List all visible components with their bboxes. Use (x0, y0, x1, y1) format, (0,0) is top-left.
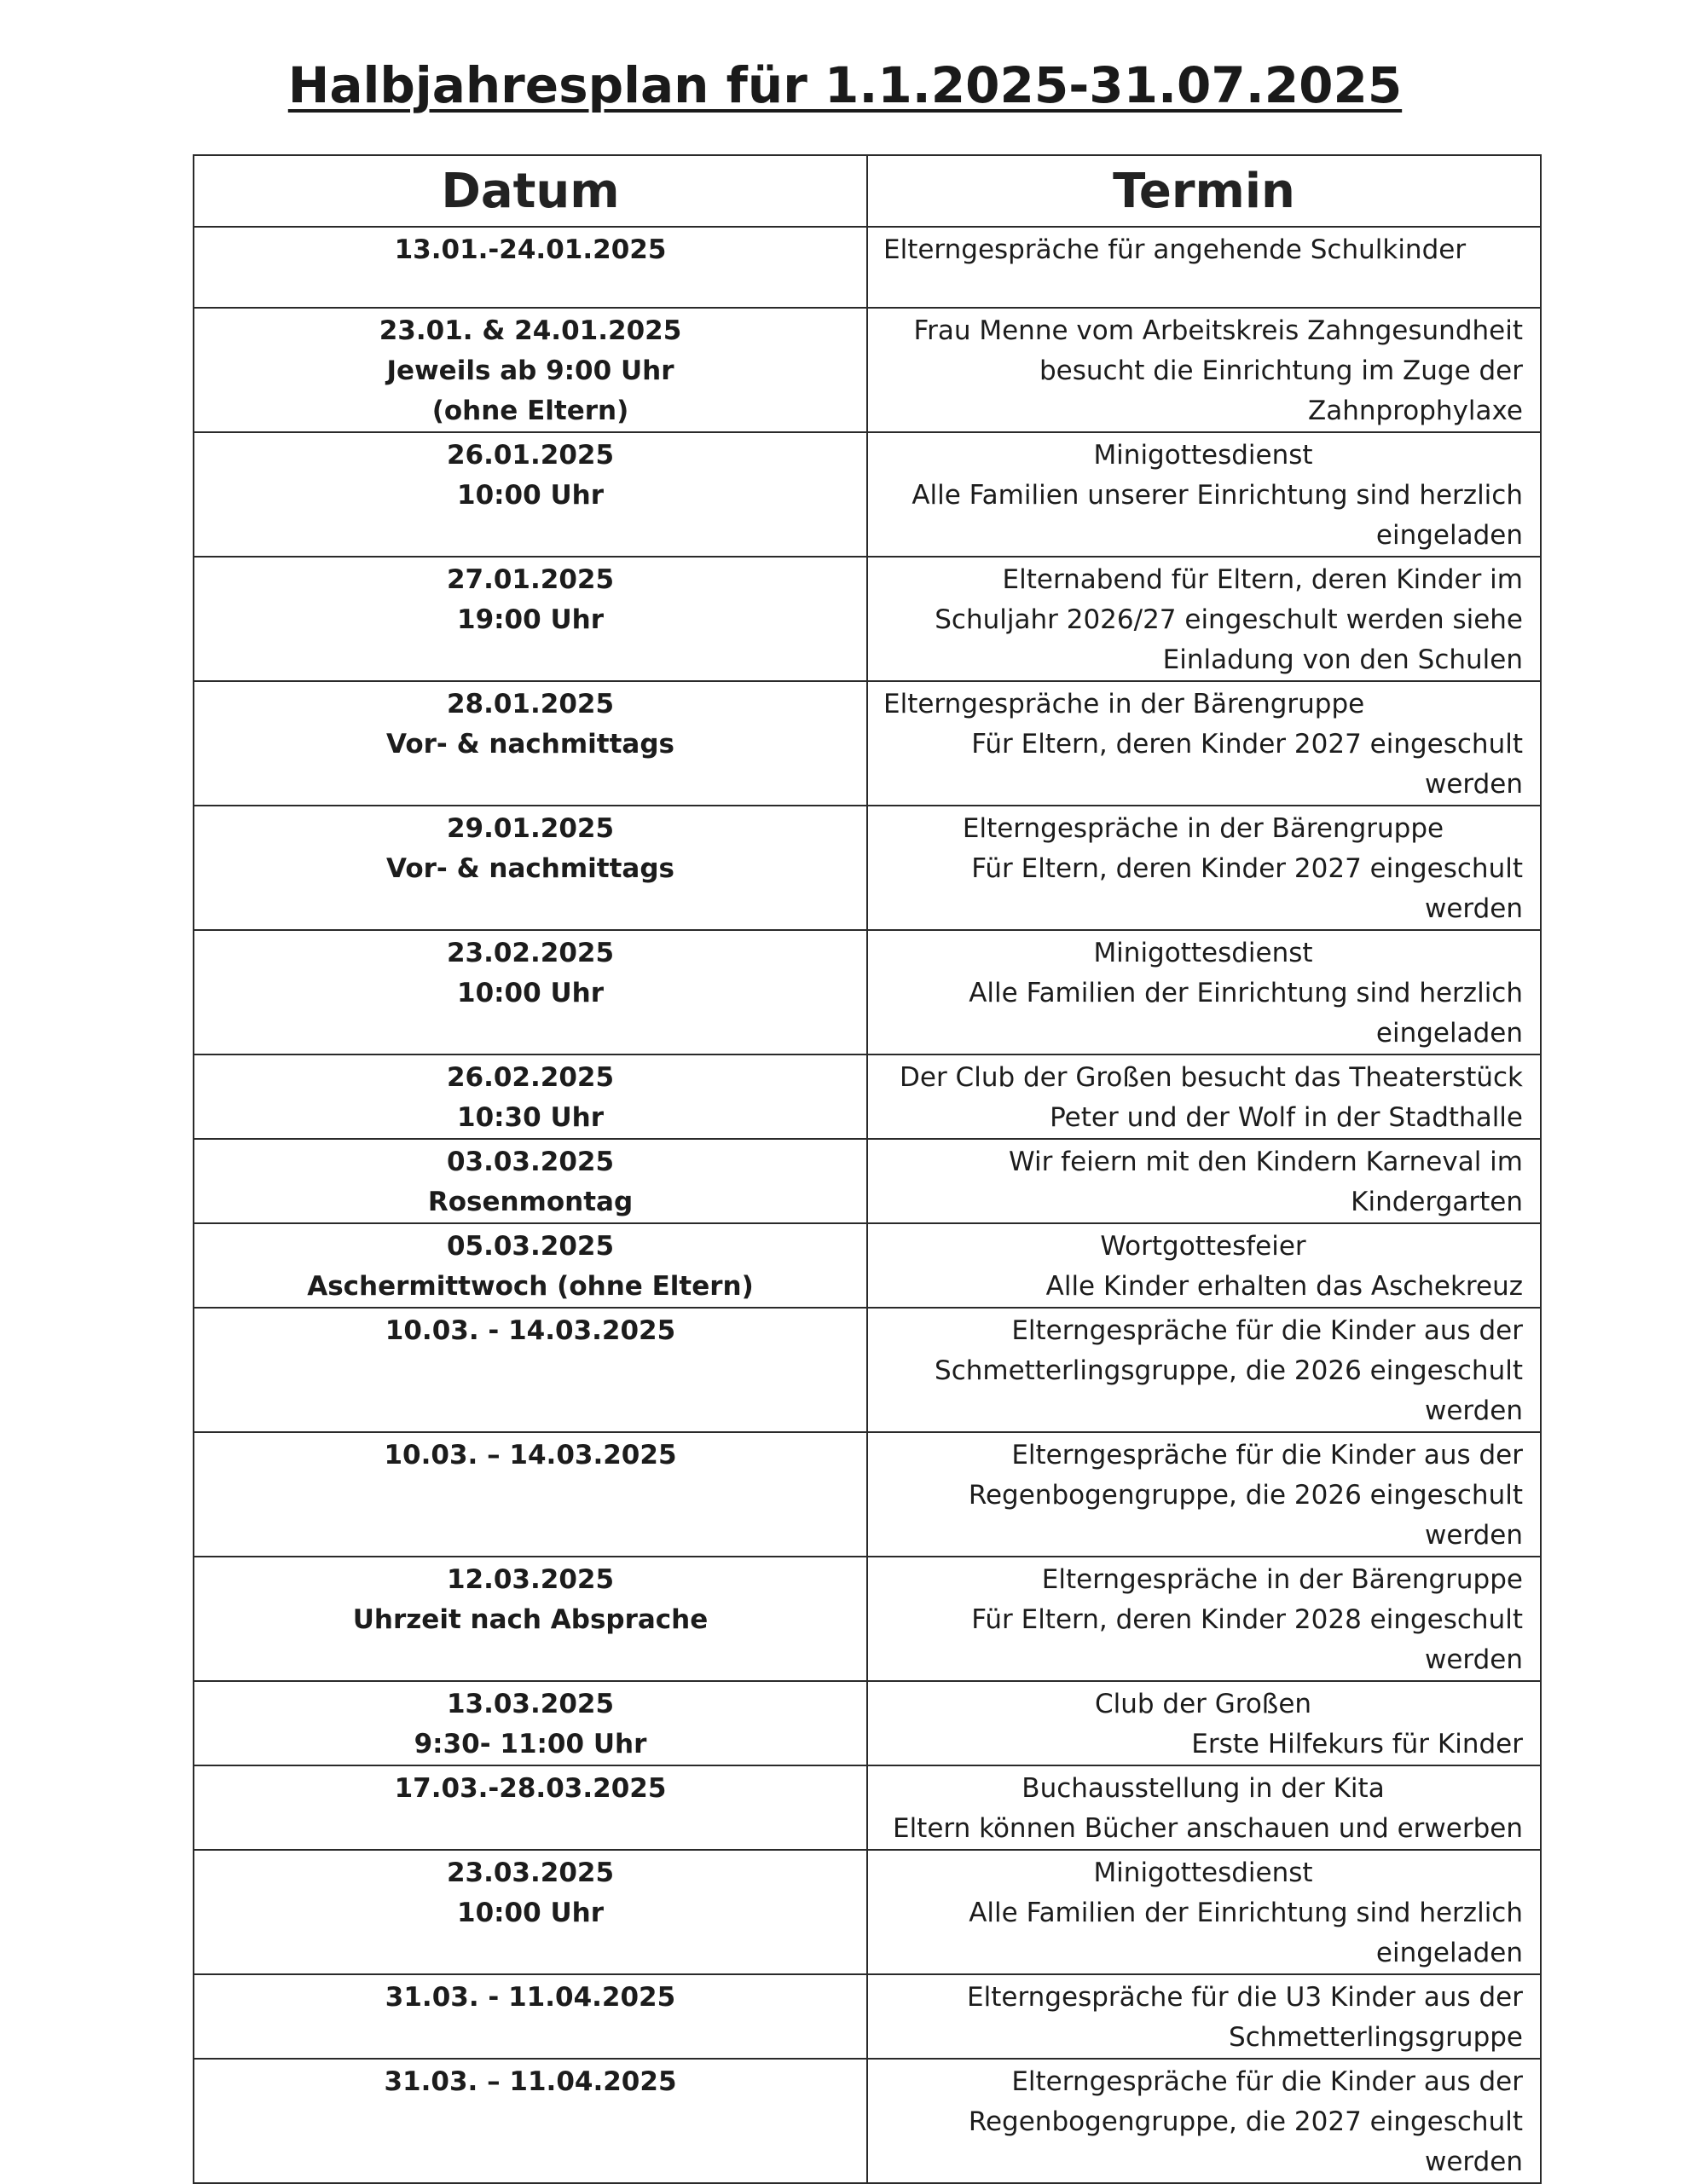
event-cell (867, 1308, 1541, 1432)
event-line: Wortgottesfeier (1100, 1231, 1306, 1262)
event-line: Für Eltern, deren Kinder 2027 eingeschult (971, 729, 1523, 760)
date-line: 26.01.2025 (446, 440, 615, 471)
table-row (194, 806, 1541, 930)
event-line: Der Club der Großen besucht das Theaterstück (900, 1062, 1523, 1093)
date-cell (194, 806, 867, 930)
date-line: 26.02.2025 (446, 1062, 615, 1093)
event-line: Minigottesdienst (1093, 440, 1313, 471)
event-line: Frau Menne vom Arbeitskreis Zahngesundheit (913, 315, 1523, 346)
event-cell (867, 227, 1541, 308)
date-line: 27.01.2025 (446, 564, 615, 595)
event-line: werden (1424, 1644, 1523, 1675)
event-line: Alle Familien der Einrichtung sind herzlich (969, 1898, 1523, 1928)
table-header-row (194, 155, 1541, 227)
column-header-event: Termin (867, 155, 1541, 227)
date-line: 23.03.2025 (446, 1858, 615, 1888)
table-row (194, 1850, 1541, 1974)
date-line: Vor- & nachmittags (386, 729, 674, 760)
event-cell (867, 1850, 1541, 1974)
event-line: Schuljahr 2026/27 eingeschult werden siehe (935, 604, 1523, 635)
date-line: 13.01.-24.01.2025 (394, 234, 667, 265)
date-cell (194, 681, 867, 806)
event-line: eingeladen (1375, 1938, 1523, 1968)
event-line: Elterngespräche in der Bärengruppe (962, 813, 1444, 844)
date-line: 29.01.2025 (446, 813, 615, 844)
event-cell (867, 930, 1541, 1054)
date-line: 10:30 Uhr (457, 1102, 604, 1133)
date-line: 10:00 Uhr (457, 480, 604, 511)
event-cell (867, 806, 1541, 930)
date-line: 10.03. – 14.03.2025 (384, 1440, 677, 1470)
event-line: Peter und der Wolf in der Stadthalle (1050, 1102, 1523, 1133)
date-line: 19:00 Uhr (457, 604, 604, 635)
event-line: Alle Kinder erhalten das Aschekreuz (1045, 1271, 1523, 1302)
table-row (194, 432, 1541, 557)
date-line: Uhrzeit nach Absprache (352, 1604, 709, 1635)
date-cell (194, 1054, 867, 1139)
date-line: Vor- & nachmittags (386, 853, 674, 884)
date-line: 17.03.-28.03.2025 (394, 1773, 667, 1804)
event-cell (867, 2059, 1541, 2183)
event-line: Alle Familien unserer Einrichtung sind herzlich (912, 480, 1523, 511)
table-row (194, 557, 1541, 681)
event-line: werden (1424, 1395, 1523, 1426)
event-cell (867, 1765, 1541, 1850)
event-line: Regenbogengruppe, die 2027 eingeschult (968, 2106, 1523, 2137)
date-line: 28.01.2025 (446, 689, 615, 719)
schedule-body (194, 227, 1541, 2183)
event-line: Elternabend für Eltern, deren Kinder im (1002, 564, 1523, 595)
date-cell (194, 1223, 867, 1308)
date-line: 05.03.2025 (446, 1231, 615, 1262)
event-line: werden (1424, 2146, 1523, 2177)
event-cell (867, 1557, 1541, 1681)
date-cell (194, 1308, 867, 1432)
table-row (194, 1223, 1541, 1308)
event-cell (867, 681, 1541, 806)
table-row (194, 930, 1541, 1054)
date-line: Aschermittwoch (ohne Eltern) (307, 1271, 754, 1302)
event-cell (867, 1054, 1541, 1139)
date-line: 10:00 Uhr (457, 978, 604, 1008)
date-cell (194, 1974, 867, 2059)
table-row (194, 1139, 1541, 1223)
event-cell (867, 432, 1541, 557)
table-row (194, 1765, 1541, 1850)
date-cell (194, 557, 867, 681)
event-line: Minigottesdienst (1093, 1858, 1313, 1888)
date-line: Jeweils ab 9:00 Uhr (386, 355, 674, 386)
table-row (194, 227, 1541, 308)
table-row (194, 1557, 1541, 1681)
date-cell (194, 930, 867, 1054)
event-line: Für Eltern, deren Kinder 2028 eingeschult (971, 1604, 1523, 1635)
event-line: Schmetterlingsgruppe, die 2026 eingeschult (935, 1355, 1523, 1386)
table-row (194, 2059, 1541, 2183)
date-line: 03.03.2025 (446, 1147, 615, 1177)
page-title: Halbjahresplan für 1.1.2025-31.07.2025 (287, 56, 1403, 114)
table-row (194, 1974, 1541, 2059)
date-cell (194, 1765, 867, 1850)
date-cell (194, 432, 867, 557)
event-line: Eltern können Bücher anschauen und erwerben (892, 1813, 1523, 1844)
event-line: Elterngespräche für die Kinder aus der (1011, 2066, 1523, 2097)
date-cell (194, 2059, 867, 2183)
event-line: Elterngespräche in der Bärengruppe (883, 689, 1365, 719)
date-cell (194, 1432, 867, 1557)
event-line: Schmetterlingsgruppe (1229, 2022, 1523, 2053)
date-line: 31.03. – 11.04.2025 (384, 2066, 677, 2097)
date-cell (194, 1557, 867, 1681)
event-cell (867, 1681, 1541, 1765)
date-cell (194, 1681, 867, 1765)
event-cell (867, 1432, 1541, 1557)
column-header-date: Datum (194, 155, 867, 227)
event-line: werden (1424, 769, 1523, 800)
event-line: Elterngespräche für die Kinder aus der (1011, 1440, 1523, 1470)
event-line: Regenbogengruppe, die 2026 eingeschult (968, 1480, 1523, 1511)
table-row (194, 308, 1541, 432)
event-line: Minigottesdienst (1093, 938, 1313, 968)
date-line: 23.01. & 24.01.2025 (379, 315, 682, 346)
event-line: Kindergarten (1351, 1187, 1523, 1217)
date-line: 9:30- 11:00 Uhr (414, 1729, 647, 1759)
event-line: Alle Familien der Einrichtung sind herzlich (969, 978, 1523, 1008)
event-line: werden (1424, 893, 1523, 924)
event-line: Erste Hilfekurs für Kinder (1191, 1729, 1523, 1759)
date-cell (194, 1139, 867, 1223)
date-line: 12.03.2025 (446, 1564, 615, 1595)
date-line: 23.02.2025 (446, 938, 615, 968)
event-cell (867, 308, 1541, 432)
table-row (194, 1308, 1541, 1432)
event-cell (867, 1139, 1541, 1223)
date-cell (194, 227, 867, 308)
date-line: 10:00 Uhr (457, 1898, 604, 1928)
date-line: 13.03.2025 (446, 1689, 615, 1719)
event-line: Club der Großen (1094, 1689, 1312, 1719)
event-line: Elterngespräche für die U3 Kinder aus der (967, 1982, 1523, 2013)
date-line: (ohne Eltern) (431, 396, 629, 426)
event-line: Für Eltern, deren Kinder 2027 eingeschult (971, 853, 1523, 884)
event-line: Elterngespräche für die Kinder aus der (1011, 1315, 1523, 1346)
event-line: Elterngespräche in der Bärengruppe (1041, 1564, 1523, 1595)
event-line: Elterngespräche für angehende Schulkinder (883, 234, 1467, 265)
schedule-table (193, 154, 1542, 2184)
table-row (194, 681, 1541, 806)
date-line: Rosenmontag (427, 1187, 634, 1217)
table-row (194, 1681, 1541, 1765)
event-line: werden (1424, 1520, 1523, 1551)
event-line: Zahnprophylaxe (1308, 396, 1523, 426)
date-cell (194, 1850, 867, 1974)
event-line: Einladung von den Schulen (1162, 644, 1523, 675)
event-line: eingeladen (1375, 520, 1523, 551)
event-line: Wir feiern mit den Kindern Karneval im (1009, 1147, 1523, 1177)
date-line: 10.03. - 14.03.2025 (385, 1315, 676, 1346)
event-line: eingeladen (1375, 1018, 1523, 1049)
event-cell (867, 1974, 1541, 2059)
date-cell (194, 308, 867, 432)
event-cell (867, 557, 1541, 681)
table-row (194, 1054, 1541, 1139)
event-line: Buchausstellung in der Kita (1022, 1773, 1385, 1804)
table-row (194, 1432, 1541, 1557)
event-cell (867, 1223, 1541, 1308)
date-line: 31.03. - 11.04.2025 (385, 1982, 676, 2013)
event-line: besucht die Einrichtung im Zuge der (1039, 355, 1523, 386)
